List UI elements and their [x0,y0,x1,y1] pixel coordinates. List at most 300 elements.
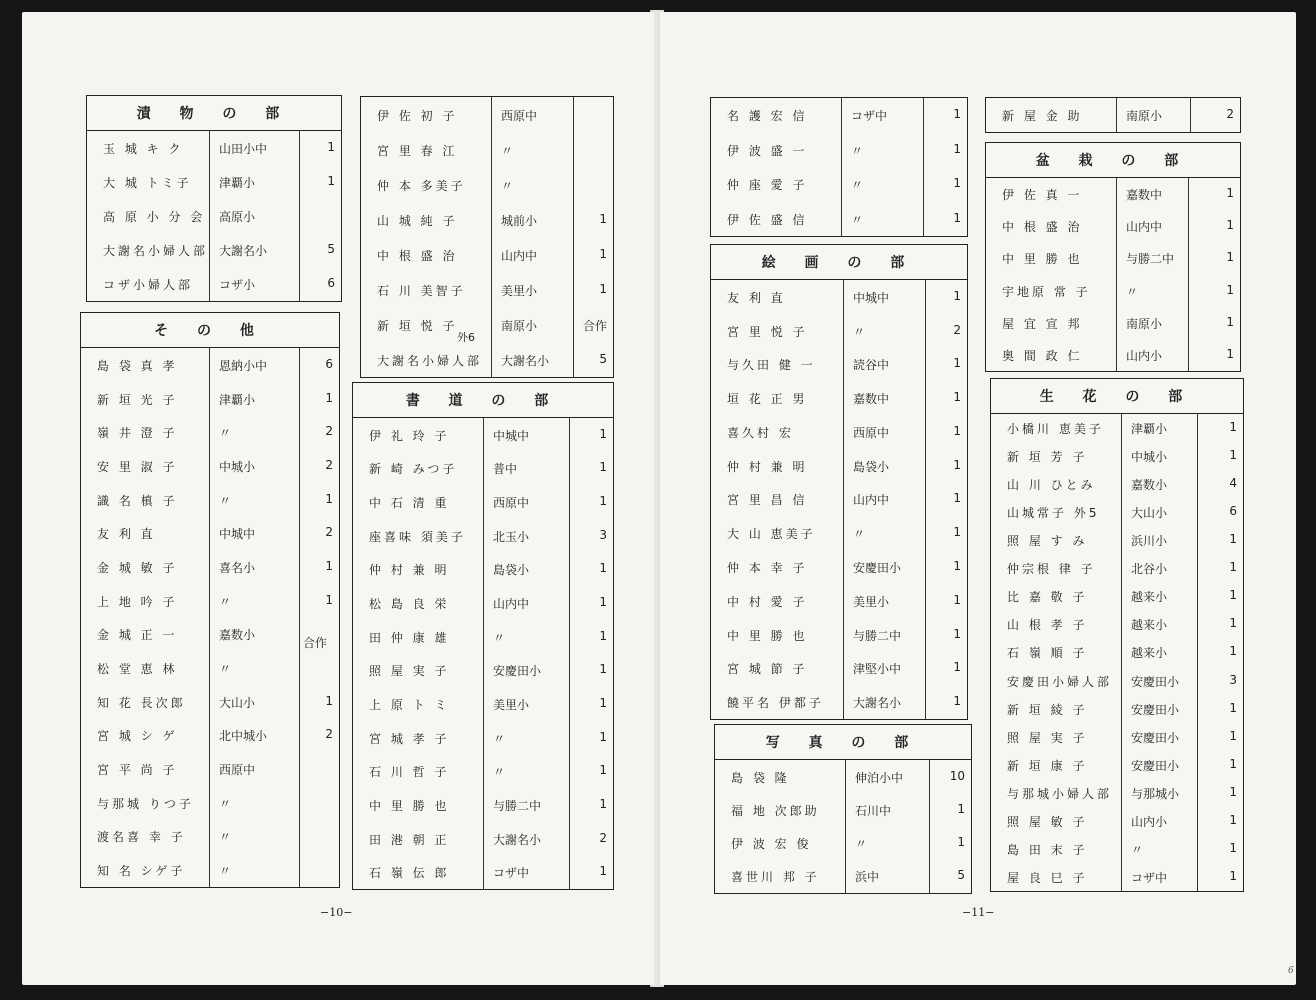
count-value: 4 [1229,476,1237,491]
school-name: 〃 [219,830,232,845]
school-name: 嘉数中 [853,392,890,407]
table-row [87,131,341,165]
person-name: 渡名喜 幸 子 [97,830,186,845]
person-name: 仲 本 多美子 [377,178,466,193]
school-name: 浜中 [855,870,880,885]
school-name: 安慶田小 [1131,702,1180,717]
count-value: 1 [599,763,607,778]
person-name: 仲 村 兼 明 [727,459,808,474]
table-row [81,348,339,382]
other-table [80,312,340,888]
school-name: 山内小 [1126,348,1163,363]
school-name: コザ小 [219,278,256,292]
school-name: 〃 [853,324,866,339]
count-value: 6 [327,276,335,290]
person-name: 山 城 純 子 [377,213,458,228]
joint-work-note: 合作 [303,636,328,651]
person-name: 友 利 直 [727,290,786,305]
table-row [991,751,1243,779]
school-name: 北玉小 [493,529,530,544]
table-row [353,418,613,452]
table-row [991,498,1243,526]
person-name: 宇地原 常 子 [1002,284,1091,299]
person-name: 新 垣 康 子 [1007,758,1088,773]
school-name: 大謝名小 [219,244,268,258]
table-row [991,863,1243,891]
person-name: 新 屋 金 助 [1002,109,1083,123]
school-name: 西原中 [853,425,890,440]
table-row [711,381,967,415]
table-row [991,526,1243,554]
person-name: 与久田 健 一 [727,358,816,373]
person-name: 名 護 宏 信 [727,109,808,124]
table-row [711,202,967,237]
corner-mark: 6 [1288,966,1294,976]
school-name: 〃 [855,837,868,852]
count-value: 1 [957,801,965,816]
school-name: 美里小 [501,283,538,298]
school-name: 与勝二中 [493,798,542,813]
table-row [353,687,613,721]
school-name: 安慶田小 [1131,758,1180,773]
count-value: 1 [1229,644,1237,659]
table-body [711,280,967,719]
person-name: 屋 宜 宣 邦 [1002,316,1083,331]
school-name: 越来小 [1131,618,1168,633]
table-row [991,723,1243,751]
school-name: 山内中 [1126,220,1163,235]
section-header: 漬 物 の 部 [87,96,341,131]
table-row [986,98,1240,132]
table-row [81,719,339,753]
person-name: 島 袋 真 孝 [97,358,178,373]
person-name: 松 島 良 栄 [369,597,450,612]
table-body [711,98,967,236]
table-row [87,233,341,267]
school-name: 普中 [493,462,518,477]
table-row [991,582,1243,610]
count-value: 1 [599,796,607,811]
count-value: 1 [1229,756,1237,771]
page-number-right: −11− [962,906,995,919]
count-value: 1 [953,288,961,303]
person-name: 嶺 井 澄 子 [97,426,178,441]
person-name: 山城常子 外5 [1007,506,1100,521]
table-row [81,820,339,854]
person-name: 高 原 小 分 会 [103,210,206,224]
count-value: 1 [327,174,335,188]
table-row [81,853,339,887]
person-name: コザ小婦人部 [103,278,194,292]
person-name: 玉 城 キ ク [103,142,184,156]
table-body [991,414,1243,891]
count-value: 1 [1229,588,1237,603]
table-row [711,415,967,449]
table-row [353,788,613,822]
school-name: 嘉数小 [1131,478,1168,493]
school-name: 越来小 [1131,590,1168,605]
person-name: 比 嘉 敬 子 [1007,590,1088,605]
school-name: 安慶田小 [1131,674,1180,689]
count-value: 6 [1229,504,1237,519]
person-name: 屋 良 巳 子 [1007,870,1088,885]
school-name: 〃 [853,527,866,542]
photo-table [714,724,972,894]
table-row [711,516,967,550]
person-name: 新 垣 悦 子 [377,318,458,333]
table-row [81,382,339,416]
school-name: 〃 [1126,284,1139,299]
table-row [353,553,613,587]
table-body [715,760,971,893]
count-value: 1 [1226,346,1234,361]
person-name: 宮 城 孝 子 [369,731,450,746]
count-value: 1 [953,694,961,709]
count-value: 1 [1229,784,1237,799]
school-name: 中城小 [219,459,256,474]
table-row [711,167,967,202]
table-row [87,165,341,199]
page-number-left: −10− [320,906,353,919]
table-body [361,97,613,377]
person-name: 伊 佐 初 子 [377,108,458,123]
table-row [353,452,613,486]
count-value: 1 [953,525,961,540]
person-name: 大謝名小婦人部 [103,244,209,258]
person-name: 島 田 末 子 [1007,842,1088,857]
table-row [711,133,967,168]
count-value: 2 [325,727,333,742]
person-name: 伊 波 宏 俊 [731,837,812,852]
school-name: 〃 [501,143,514,158]
table-row [361,132,613,167]
person-name: 宮 里 昌 信 [727,493,808,508]
school-name: 与勝二中 [853,628,902,643]
school-name: 山内中 [853,493,890,508]
table-row [991,695,1243,723]
school-name: 喜名小 [219,560,256,575]
person-name: 伊 波 盛 一 [727,143,808,158]
table-row [991,835,1243,863]
person-name: 宮 里 悦 子 [727,324,808,339]
count-value: 1 [953,141,961,156]
table-row [986,210,1240,242]
continued-table [360,96,614,378]
person-name: 座喜味 須美子 [369,529,466,544]
table-row [986,339,1240,371]
person-name: 饒平名 伊都子 [727,696,824,711]
school-name: 大謝名小 [501,353,550,368]
school-name: 南原小 [501,318,538,333]
person-name: 宮 城 節 子 [727,662,808,677]
count-value: 1 [1229,420,1237,435]
table-row [991,442,1243,470]
school-name: 〃 [493,765,506,780]
school-name: 読谷中 [853,358,890,373]
count-value: 1 [1229,448,1237,463]
count-value: 1 [325,390,333,405]
person-name: 安 里 淑 子 [97,459,178,474]
count-value: 1 [1229,840,1237,855]
person-name: 福 地 次郎助 [731,803,820,818]
person-name: 田 仲 康 雄 [369,630,450,645]
table-row [81,618,339,652]
count-value: 1 [1226,250,1234,265]
school-name: 安慶田小 [853,561,902,576]
count-value: 1 [953,356,961,371]
person-name: 中 根 盛 治 [1002,220,1083,235]
table-row [711,550,967,584]
count-value: 1 [953,559,961,574]
person-name: 上 地 吟 子 [97,594,178,609]
count-value: 1 [599,864,607,879]
person-name: 照 屋 す み [1007,534,1088,549]
school-name: 嘉数中 [1126,188,1163,203]
section-header: 生 花 の 部 [991,379,1243,414]
count-value: 1 [953,390,961,405]
count-value: 1 [1229,728,1237,743]
count-value: 1 [599,595,607,610]
table-row [81,415,339,449]
table-body [986,178,1240,371]
table-row [986,178,1240,210]
others-note: 外6 [457,330,475,344]
school-name: 北中城小 [219,729,268,744]
count-value: 1 [1226,218,1234,233]
school-name: 中城中 [219,527,256,542]
person-name: 仲 座 愛 子 [727,178,808,193]
count-value: 1 [953,592,961,607]
person-name: 照 屋 敏 子 [1007,814,1088,829]
person-name: 喜世川 邦 子 [731,870,820,885]
bonsai-table [985,142,1241,372]
school-name: 石川中 [855,803,892,818]
count-value: 合作 [582,318,607,333]
table-row [991,638,1243,666]
person-name: 上 原 ト ミ [369,697,450,712]
school-name: 西原中 [219,763,256,778]
top-continued-table [710,97,968,237]
school-name: 大謝名小 [493,832,542,847]
school-name: 西原中 [493,496,530,511]
count-value: 1 [953,107,961,122]
school-name: 〃 [851,143,864,158]
school-name: 山内中 [493,597,530,612]
calligraphy-table [352,382,614,890]
count-value: 1 [1229,700,1237,715]
table-row [991,414,1243,442]
table-row [353,754,613,788]
table-row [711,483,967,517]
count-value: 1 [1226,186,1234,201]
table-row [361,307,613,342]
person-name: 大 山 恵美子 [727,527,816,542]
table-row [361,167,613,202]
count-value: 2 [953,322,961,337]
person-name: 新 崎 みつ子 [369,462,458,477]
table-row [711,584,967,618]
person-name: 新 垣 綾 子 [1007,702,1088,717]
pickles-table [86,95,342,302]
table-body [81,348,339,887]
person-name: 宮 里 春 江 [377,143,458,158]
table-row [353,620,613,654]
count-value: 1 [953,457,961,472]
school-name: 中城中 [853,290,890,305]
table-row [991,779,1243,807]
person-name: 新 垣 芳 子 [1007,450,1088,465]
person-name: 宮 平 尚 子 [97,763,178,778]
table-row [991,554,1243,582]
table-row [711,98,967,133]
school-name: 与那城小 [1131,786,1180,801]
person-name: 中 里 勝 也 [1002,252,1083,267]
school-name: 城前小 [501,213,538,228]
person-name: 伊 礼 玲 子 [369,428,450,443]
school-name: コザ中 [1131,870,1168,885]
table-row [711,449,967,483]
count-value: 1 [957,835,965,850]
table-row [87,267,341,301]
table-row [81,685,339,719]
table-row [715,793,971,826]
painting-table [710,244,968,720]
person-name: 松 堂 恵 林 [97,662,178,677]
section-header: 絵 画 の 部 [711,245,967,280]
count-value: 1 [599,662,607,677]
table-row [81,550,339,584]
person-name: 与那城小婦人部 [1007,786,1113,801]
count-value: 2 [325,525,333,540]
table-row [715,760,971,793]
table-row [711,314,967,348]
count-value: 1 [1226,314,1234,329]
count-value: 1 [1229,868,1237,883]
person-name: 大 城 トミ子 [103,176,192,190]
table-row [81,786,339,820]
school-name: 南原小 [1126,109,1163,123]
school-name: 〃 [219,426,232,441]
table-row [991,667,1243,695]
school-name: 津堅小中 [853,662,902,677]
person-name: 宮 城 シ ゲ [97,729,178,744]
count-value: 1 [953,491,961,506]
school-name: 高原小 [219,210,256,224]
school-name: 中城中 [493,428,530,443]
table-row [711,280,967,314]
school-name: 〃 [851,212,864,227]
school-name: 浜川小 [1131,534,1168,549]
table-row [715,860,971,893]
table-row [81,752,339,786]
table-row [353,721,613,755]
table-row [711,651,967,685]
count-value: 2 [325,424,333,439]
school-name: 伸泊小中 [855,770,904,785]
table-row [711,685,967,719]
person-name: 喜久村 宏 [727,425,794,440]
count-value: 1 [599,729,607,744]
school-name: 大山小 [1131,506,1168,521]
count-value: 1 [1226,282,1234,297]
person-name: 友 利 直 [97,527,156,542]
table-row [715,827,971,860]
count-value: 1 [953,660,961,675]
school-name: 美里小 [853,594,890,609]
person-name: 石 嶺 伝 郎 [369,866,450,881]
person-name: 知 名 シゲ子 [97,864,186,879]
school-name: 安慶田小 [1131,730,1180,745]
count-value: 1 [953,626,961,641]
school-name: コザ中 [851,109,888,124]
table-row [87,199,341,233]
count-value: 1 [325,592,333,607]
person-name: 中 根 盛 治 [377,248,458,263]
school-name: 大謝名小 [853,696,902,711]
table-row [353,822,613,856]
person-name: 安慶田小婦人部 [1007,674,1113,689]
school-name: 山田小中 [219,142,268,156]
person-name: 照 屋 実 子 [369,664,450,679]
count-value: 1 [599,281,607,296]
table-body [353,418,613,889]
table-row [353,519,613,553]
count-value: 1 [953,176,961,191]
count-value: 6 [325,356,333,371]
table-row [711,618,967,652]
count-value: 1 [599,460,607,475]
person-name: 山 根 孝 子 [1007,618,1088,633]
person-name: 石 川 哲 子 [369,765,450,780]
person-name: 石 嶺 順 子 [1007,646,1088,661]
school-name: 〃 [1131,842,1144,857]
school-name: 津覇小 [1131,422,1168,437]
person-name: 知 花 長次郎 [97,695,186,710]
table-row [81,651,339,685]
person-name: 仲宗根 律 子 [1007,562,1096,577]
count-value: 5 [957,868,965,883]
school-name: 〃 [219,594,232,609]
table-row [986,242,1240,274]
table-row [81,516,339,550]
count-value: 2 [1226,107,1234,121]
person-name: 大謝名小婦人部 [377,353,483,368]
ikebana-table [990,378,1244,892]
count-value: 1 [1229,812,1237,827]
school-name: 大山小 [219,695,256,710]
person-name: 仲 村 兼 明 [369,563,450,578]
table-row [986,307,1240,339]
school-name: 津覇小 [219,392,256,407]
table-row [81,483,339,517]
school-name: 島袋小 [853,459,890,474]
table-row [361,202,613,237]
section-header: 盆 栽 の 部 [986,143,1240,178]
person-name: 石 川 美智子 [377,283,466,298]
table-row [361,97,613,132]
person-name: 中 里 勝 也 [727,628,808,643]
count-value: 1 [599,628,607,643]
school-name: 〃 [501,178,514,193]
count-value: 3 [1229,672,1237,687]
count-value: 1 [325,491,333,506]
person-name: 識 名 槙 子 [97,493,178,508]
count-value: 1 [953,210,961,225]
count-value: 1 [599,695,607,710]
section-header: そ の 他 [81,313,339,348]
count-value: 1 [599,494,607,509]
count-value: 1 [325,558,333,573]
